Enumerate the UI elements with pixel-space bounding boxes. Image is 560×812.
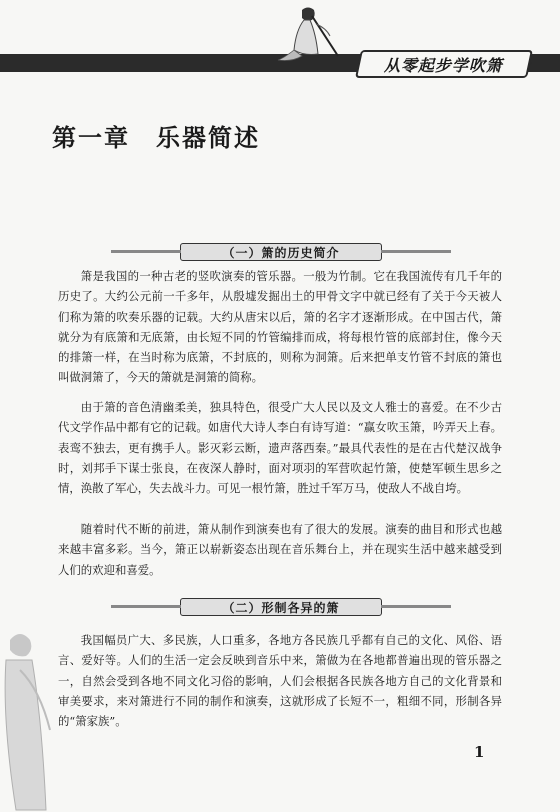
section-heading-label: （二）形制各异的箫 — [222, 600, 340, 615]
section-heading-forms — [180, 598, 382, 616]
page-number: 1 — [474, 743, 485, 761]
paragraph: 随着时代不断的前进，箫从制作到演奏也有了很大的发展。演奏的曲目和形式也越来越丰富多彩。当今，箫正以崭新姿态出现在音乐舞台上，并在现实生活中越来越受到人们的欢迎和喜爱。 — [58, 522, 502, 577]
paragraph: 我国幅员广大、多民族，人口重多，各地方各民族几乎都有自己的文化、风俗、语言、爱好等。人们的生活一定会反映到音乐中来，箫做为在各地都普遍出现的管乐器之一，自然会受到各地不同文化习俗的影响，人们会根据各民族各地方自己的文化背景和审美要求，来对箫进行不同的制作和演奏，这就形成了长短不一，粗细不同，形制各异的“箫家族”。 — [58, 633, 502, 729]
section-heading-history — [180, 243, 382, 261]
paragraph: 由于箫的音色清幽柔美，独具特色，很受广大人民以及文人雅士的喜爱。在不少古代文学作品中都有它的记载。如唐代大诗人李白有诗写道：“赢女吹玉箫，吟弄天上春。表鸾不独去，更有携手人。影灭彩云断，遗声落西秦。”最具代表性的是在古代楚汉战争时，刘邦手下谋士张良，在夜深人静时，面对项羽的军营吹起竹箫，使楚军顿生思乡之情，涣散了军心，失去战斗力。可见一根竹箫，胜过千军万马，使敌人不战自垮。 — [58, 400, 502, 496]
chapter-title: 第一章 乐器简述 — [52, 123, 260, 152]
section-heading-label: （一）箫的历史简介 — [222, 245, 340, 260]
series-title-tag — [355, 50, 533, 78]
series-title: 从零起步学吹箫 — [384, 55, 504, 75]
paragraph: 箫是我国的一种古老的竖吹演奏的管乐器。一般为竹制。它在我国流传有几千年的历史了。大约公元前一千多年，从殷墟发掘出土的甲骨文字中就已经有了关于今天被人们称为箫的吹奏乐器的记载。大约从唐宋以后，箫的名字才逐渐形成。在中国古代，箫就分为有底箫和无底箫，由长短不同的竹管编排而成，将每根竹管的底部封住，像今天的排箫一样，在当时称为底箫，不封底的，则称为洞箫。后来把单支竹管不封底的箫也叫做洞箫了，今天的箫就是洞箫的简称。 — [58, 269, 502, 385]
lady-illustration-icon — [0, 600, 60, 812]
flute-player-illustration-icon — [272, 4, 352, 64]
